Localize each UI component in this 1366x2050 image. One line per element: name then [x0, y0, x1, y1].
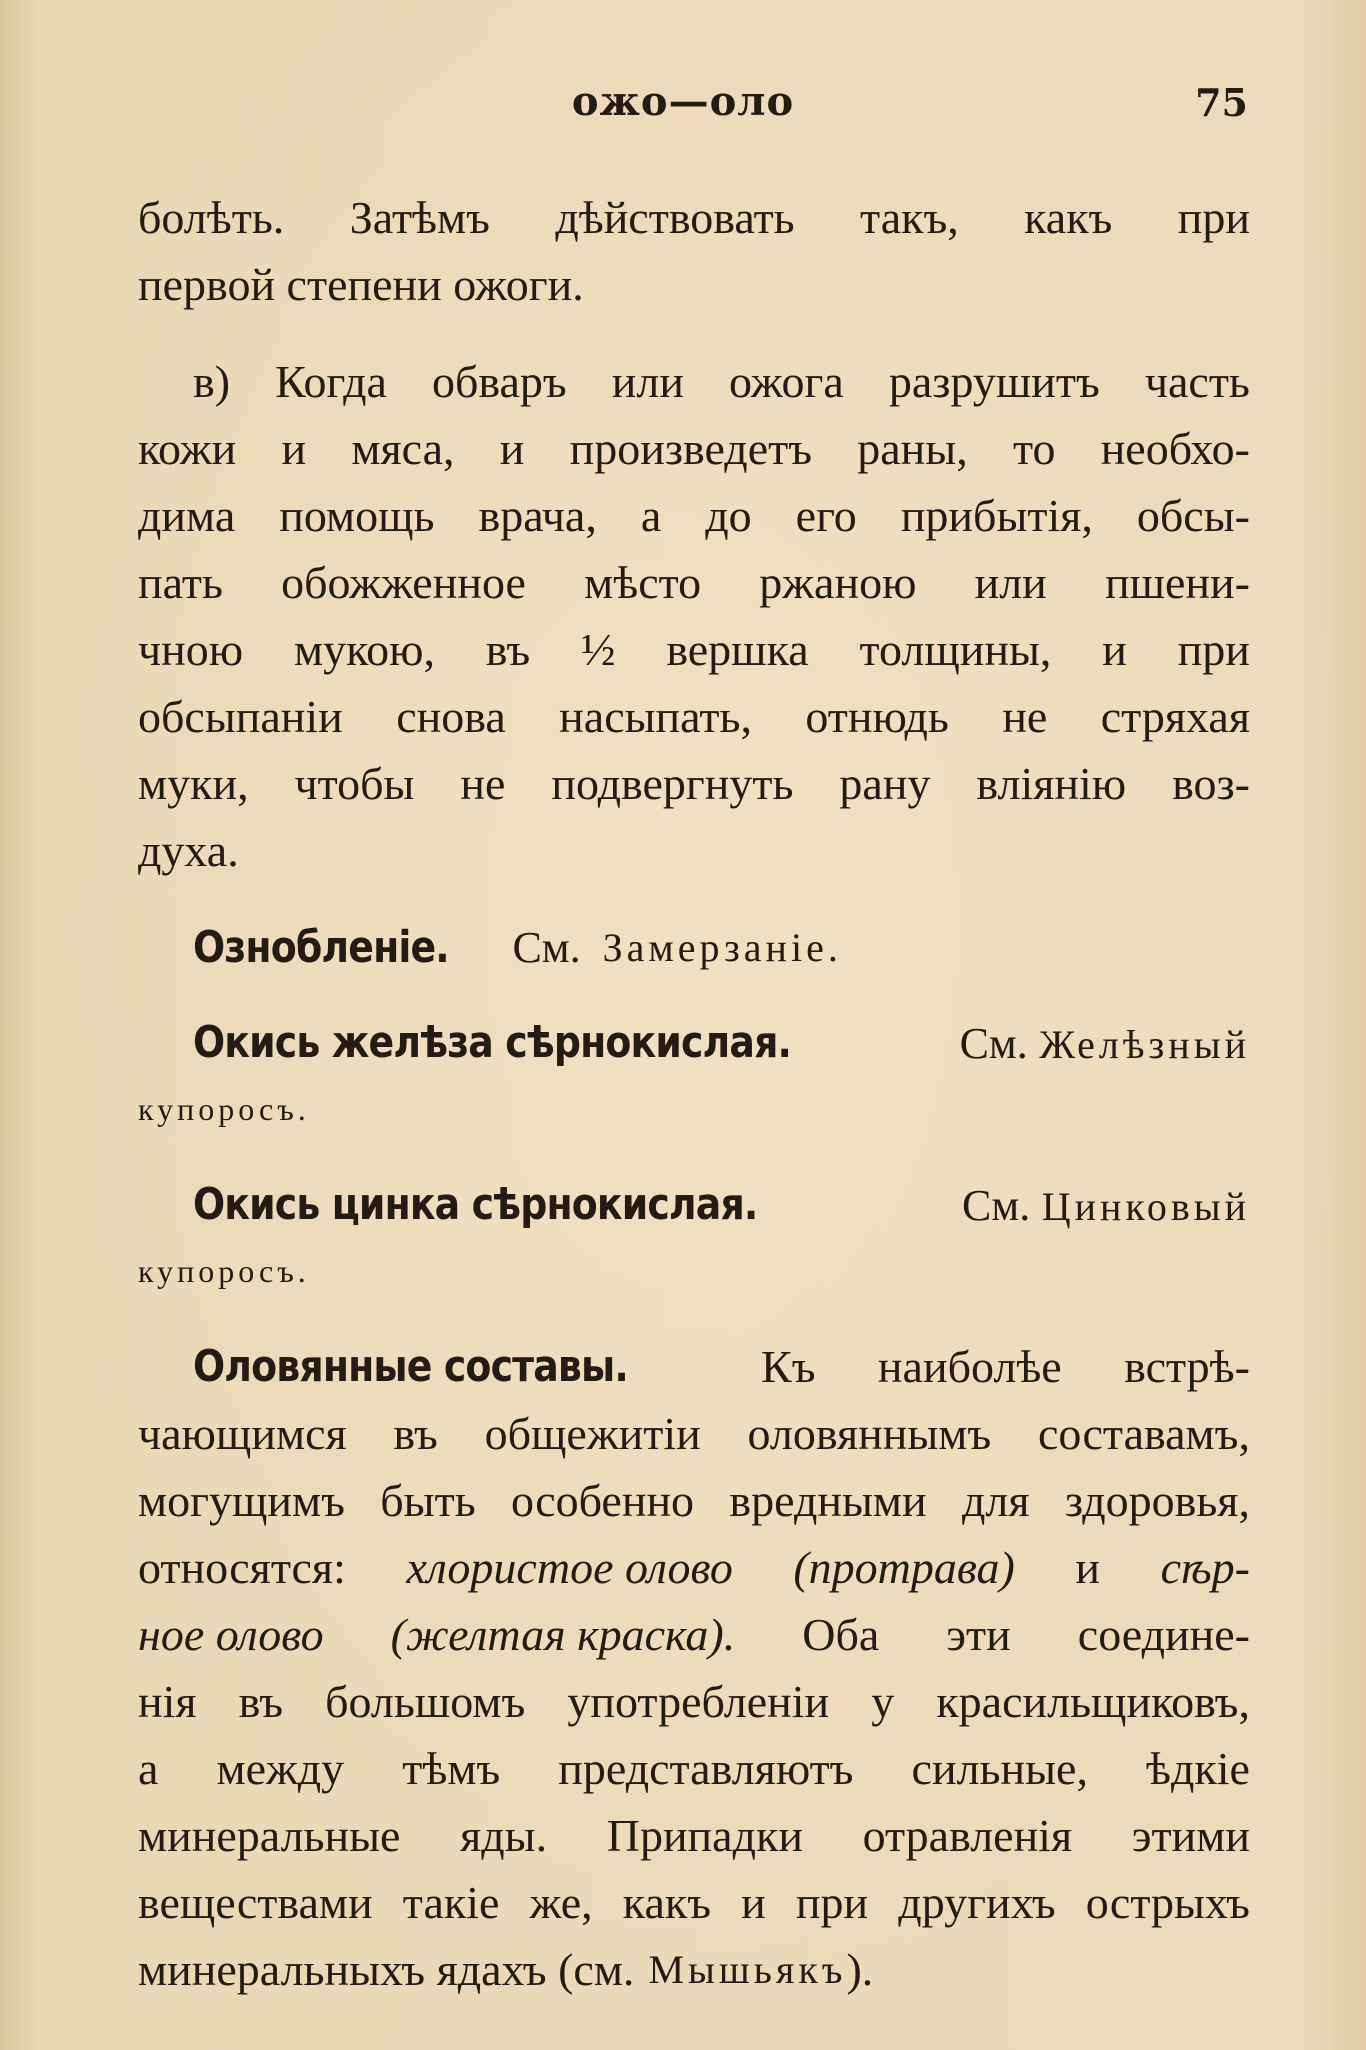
word: составамъ,	[1037, 1408, 1250, 1459]
paragraph-gap	[138, 1143, 1250, 1171]
word: обваръ	[431, 356, 567, 407]
body-text	[138, 184, 1250, 2003]
word: яды.	[460, 1810, 548, 1861]
entry-term: Окись желѣза сѣрнокислая.	[193, 1017, 792, 1068]
see-label: См.	[959, 1019, 1028, 1068]
line-text: первой степени ожоги.	[138, 259, 584, 310]
spacer	[634, 1936, 648, 2003]
text-line	[138, 1936, 1250, 2003]
running-head: ожо—оло	[571, 78, 795, 125]
word: и	[1102, 624, 1127, 675]
word: подвергнуть	[551, 758, 794, 809]
page-number: 75	[1195, 80, 1248, 125]
entry-tin-compounds	[138, 1333, 1250, 1400]
text-line	[138, 1869, 1250, 1936]
page-header	[0, 78, 1366, 138]
entry-ozноblenie	[138, 914, 1250, 981]
word: раны,	[857, 423, 968, 474]
text-line	[138, 1467, 1250, 1534]
word: пать	[138, 557, 223, 608]
word: отравленія	[862, 1810, 1073, 1861]
word: веществами	[138, 1877, 373, 1928]
text-line	[138, 1238, 1250, 1305]
word: и	[499, 423, 525, 474]
text-line	[138, 616, 1250, 683]
word: тѣмъ	[402, 1743, 501, 1794]
word: другихъ	[898, 1877, 1056, 1928]
text-line	[138, 1076, 1250, 1143]
word: такіе	[402, 1877, 500, 1928]
word: чающимся	[138, 1408, 347, 1459]
word: его	[795, 490, 857, 541]
italic-term: сѣр-	[1160, 1542, 1250, 1593]
italic-term: (протрава)	[793, 1542, 1015, 1593]
word: у	[871, 1676, 895, 1727]
word: в)	[193, 356, 231, 407]
word: не	[460, 758, 506, 809]
word: особенно	[511, 1475, 695, 1526]
word: необхо-	[1100, 423, 1250, 474]
word: Припадки	[606, 1810, 803, 1861]
cross-reference-continued: купоросъ.	[138, 1091, 310, 1127]
text-line	[138, 549, 1250, 616]
entry-reference	[962, 1171, 1250, 1238]
word: и	[741, 1877, 766, 1928]
punctuation: ).	[846, 1944, 874, 1995]
word: Къ	[761, 1341, 816, 1392]
word: насыпать,	[559, 691, 752, 742]
word: кожи	[138, 423, 237, 474]
word: въ	[485, 624, 531, 675]
word: здоровья,	[1064, 1475, 1250, 1526]
see-label: См.	[962, 1181, 1031, 1230]
text-line	[138, 750, 1250, 817]
word: обожженное	[281, 557, 526, 608]
word: ржаною	[759, 557, 917, 608]
word: соедине-	[1077, 1609, 1250, 1660]
word: не	[1002, 691, 1048, 742]
word: вредными	[729, 1475, 927, 1526]
italic-term: хлористое олово	[406, 1542, 733, 1593]
word: въ	[238, 1676, 284, 1727]
paragraph-gap	[138, 981, 1250, 1009]
word: вліянію	[976, 758, 1127, 809]
word: произведетъ	[569, 423, 813, 474]
word: встрѣ-	[1124, 1341, 1250, 1392]
word: между	[216, 1743, 345, 1794]
word: и	[281, 423, 307, 474]
word: такъ,	[860, 192, 959, 243]
word: воз-	[1172, 758, 1250, 809]
word: и	[1075, 1542, 1101, 1593]
word: могущимъ	[138, 1475, 345, 1526]
word: толщины,	[859, 624, 1052, 675]
line-text: духа.	[138, 825, 239, 876]
italic-term: ное олово	[138, 1609, 324, 1660]
text-line	[138, 1802, 1250, 1869]
text-line	[138, 817, 1250, 884]
cross-reference-continued: купоросъ.	[138, 1253, 310, 1289]
word: ожога	[729, 356, 844, 407]
word: а	[138, 1743, 159, 1794]
word: обсы-	[1136, 490, 1250, 541]
word: употребленіи	[567, 1676, 830, 1727]
word: рану	[839, 758, 931, 809]
word: представляютъ	[558, 1743, 854, 1794]
entry-reference	[960, 1009, 1250, 1076]
text-line	[138, 482, 1250, 549]
word: острыхъ	[1085, 1877, 1250, 1928]
word: разрушитъ	[888, 356, 1100, 407]
word: Когда	[275, 356, 387, 407]
word: какъ	[622, 1877, 712, 1928]
paragraph-gap	[138, 318, 1250, 348]
entry-term: Ознобленіе.	[193, 922, 449, 973]
spacer	[581, 914, 603, 981]
word: пшени-	[1104, 557, 1250, 608]
word: чтобы	[294, 758, 415, 809]
text-line	[138, 683, 1250, 750]
word: для	[961, 1475, 1030, 1526]
entry-iron-sulfate	[138, 1009, 1250, 1076]
cross-reference: Цинковый	[1041, 1184, 1250, 1229]
word: вершка	[666, 624, 809, 675]
text-line	[138, 1534, 1250, 1601]
word: красильщиковъ,	[936, 1676, 1250, 1727]
word: или	[974, 557, 1047, 608]
word: нія	[138, 1676, 197, 1727]
word: эти	[946, 1609, 1011, 1660]
word: дѣйствовать	[555, 192, 795, 243]
text-line	[138, 184, 1250, 251]
word: дима	[138, 490, 236, 541]
fraction: ½	[580, 624, 616, 675]
word: помощь	[279, 490, 435, 541]
word: Оба	[802, 1609, 880, 1660]
word: отнюдь	[805, 691, 949, 742]
cross-reference: Замерзаніе.	[602, 925, 842, 970]
word: мѣсто	[584, 557, 702, 608]
text-line	[138, 251, 1250, 318]
word: Затѣмъ	[349, 192, 490, 243]
cross-reference: Желѣзный	[1039, 1022, 1250, 1067]
word: стряхая	[1100, 691, 1250, 742]
word: ѣдкіе	[1146, 1743, 1250, 1794]
see-label: См.	[512, 923, 581, 972]
text-line	[138, 1400, 1250, 1467]
word: быть	[380, 1475, 476, 1526]
word: обсыпаніи	[138, 691, 343, 742]
word: сильные,	[911, 1743, 1088, 1794]
word: общежитіи	[484, 1408, 701, 1459]
entry-term: Окись цинка сѣрнокислая.	[193, 1179, 758, 1230]
paragraph-gap	[138, 884, 1250, 914]
entry-zinc-sulfate	[138, 1171, 1250, 1238]
line-text: минеральныхъ ядахъ (см.	[138, 1944, 635, 1995]
word: оловяннымъ	[747, 1408, 992, 1459]
word: чною	[138, 624, 244, 675]
word: до	[705, 490, 752, 541]
text-line	[138, 415, 1250, 482]
word: при	[1177, 624, 1250, 675]
word: болѣть.	[138, 192, 285, 243]
text-line	[138, 348, 1250, 415]
word: а	[640, 490, 662, 541]
word: какъ	[1024, 192, 1113, 243]
word: этими	[1131, 1810, 1250, 1861]
word: муки,	[138, 758, 249, 809]
word: наиболѣе	[877, 1341, 1062, 1392]
word: въ	[393, 1408, 438, 1459]
word: прибытія,	[900, 490, 1093, 541]
text-line	[138, 1668, 1250, 1735]
word: относятся:	[138, 1542, 346, 1593]
cross-reference: Мышьякъ	[648, 1947, 847, 1992]
word: большомъ	[325, 1676, 526, 1727]
word: же,	[529, 1877, 593, 1928]
word: часть	[1144, 356, 1250, 407]
word: при	[1177, 192, 1250, 243]
text-line	[138, 1735, 1250, 1802]
word: минеральные	[138, 1810, 401, 1861]
spacer	[490, 914, 512, 981]
entry-term: Оловянные составы.	[193, 1341, 628, 1392]
italic-term: (желтая краска).	[390, 1609, 736, 1660]
word: или	[611, 356, 684, 407]
word: мяса,	[351, 423, 455, 474]
word: мукою,	[293, 624, 435, 675]
paragraph-gap	[138, 1305, 1250, 1333]
word: снова	[396, 691, 506, 742]
word: то	[1012, 423, 1056, 474]
text-line	[138, 1601, 1250, 1668]
word: при	[795, 1877, 869, 1928]
word: врача,	[478, 490, 597, 541]
